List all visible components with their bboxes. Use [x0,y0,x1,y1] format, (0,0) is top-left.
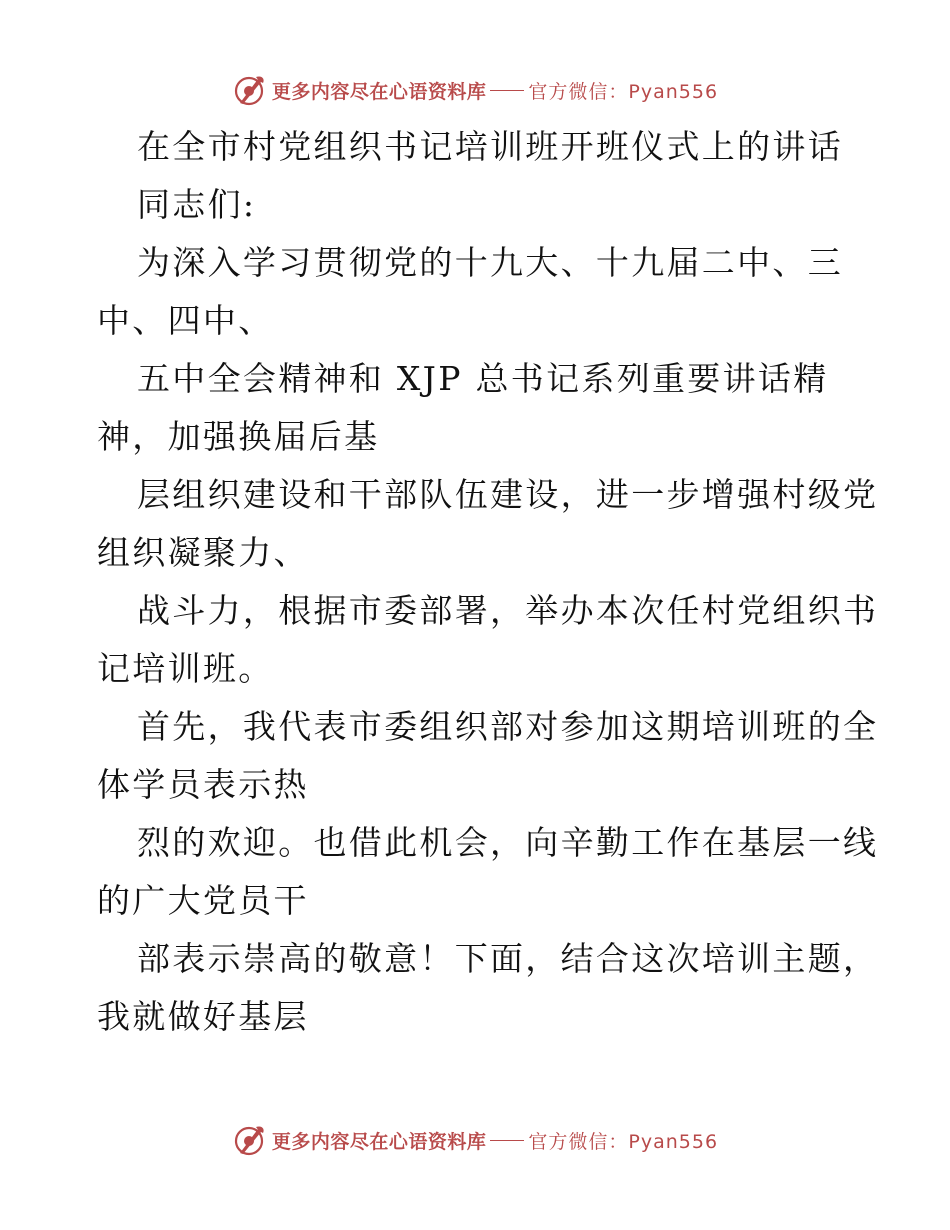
header-banner-brand: 更多内容尽在心语资料库 [271,80,487,103]
header-banner [0,70,950,110]
document-title: 在全市村党组织书记培训班开班仪式上的讲话 [137,127,843,166]
paragraph-line: 战斗力，根据市委部署，举办本次任村党组织书 [137,591,879,630]
paragraph-line: 体学员表示热 [97,765,309,804]
document-salutation: 同志们: [137,185,257,224]
paragraph-line: 层组织建设和干部队伍建设，进一步增强村级党 [137,475,879,514]
paragraph-line: 组织凝聚力、 [97,533,309,572]
paragraph-line: 为深入学习贯彻党的十九大、十九届二中、三 [137,243,843,282]
quill-logo-icon [232,73,266,107]
paragraph-line: 神，加强换届后基 [97,417,380,456]
paragraph-line: 中、四中、 [97,301,274,340]
paragraph-line: 五中全会精神和 XJP 总书记系列重要讲话精 [137,359,829,398]
paragraph-line: 烈的欢迎。也借此机会，向辛勤工作在基层一线 [137,823,879,862]
paragraph-line: 首先，我代表市委组织部对参加这期培训班的全 [137,707,879,746]
footer-banner-divider [490,1140,524,1141]
paragraph-line: 我就做好基层 [97,997,309,1036]
paragraph-line: 部表示崇高的敬意！下面，结合这次培训主题， [137,939,879,978]
paragraph-line: 记培训班。 [97,649,274,688]
footer-banner-brand: 更多内容尽在心语资料库 [271,1130,487,1153]
footer-banner-contact: 官方微信：Pyan556 [528,1130,719,1153]
quill-logo-icon [232,1123,266,1157]
header-banner-divider [490,90,524,91]
footer-banner [0,1120,950,1160]
paragraph-line: 的广大党员干 [97,881,309,920]
document-body [97,118,879,1046]
header-banner-contact: 官方微信：Pyan556 [528,80,719,103]
